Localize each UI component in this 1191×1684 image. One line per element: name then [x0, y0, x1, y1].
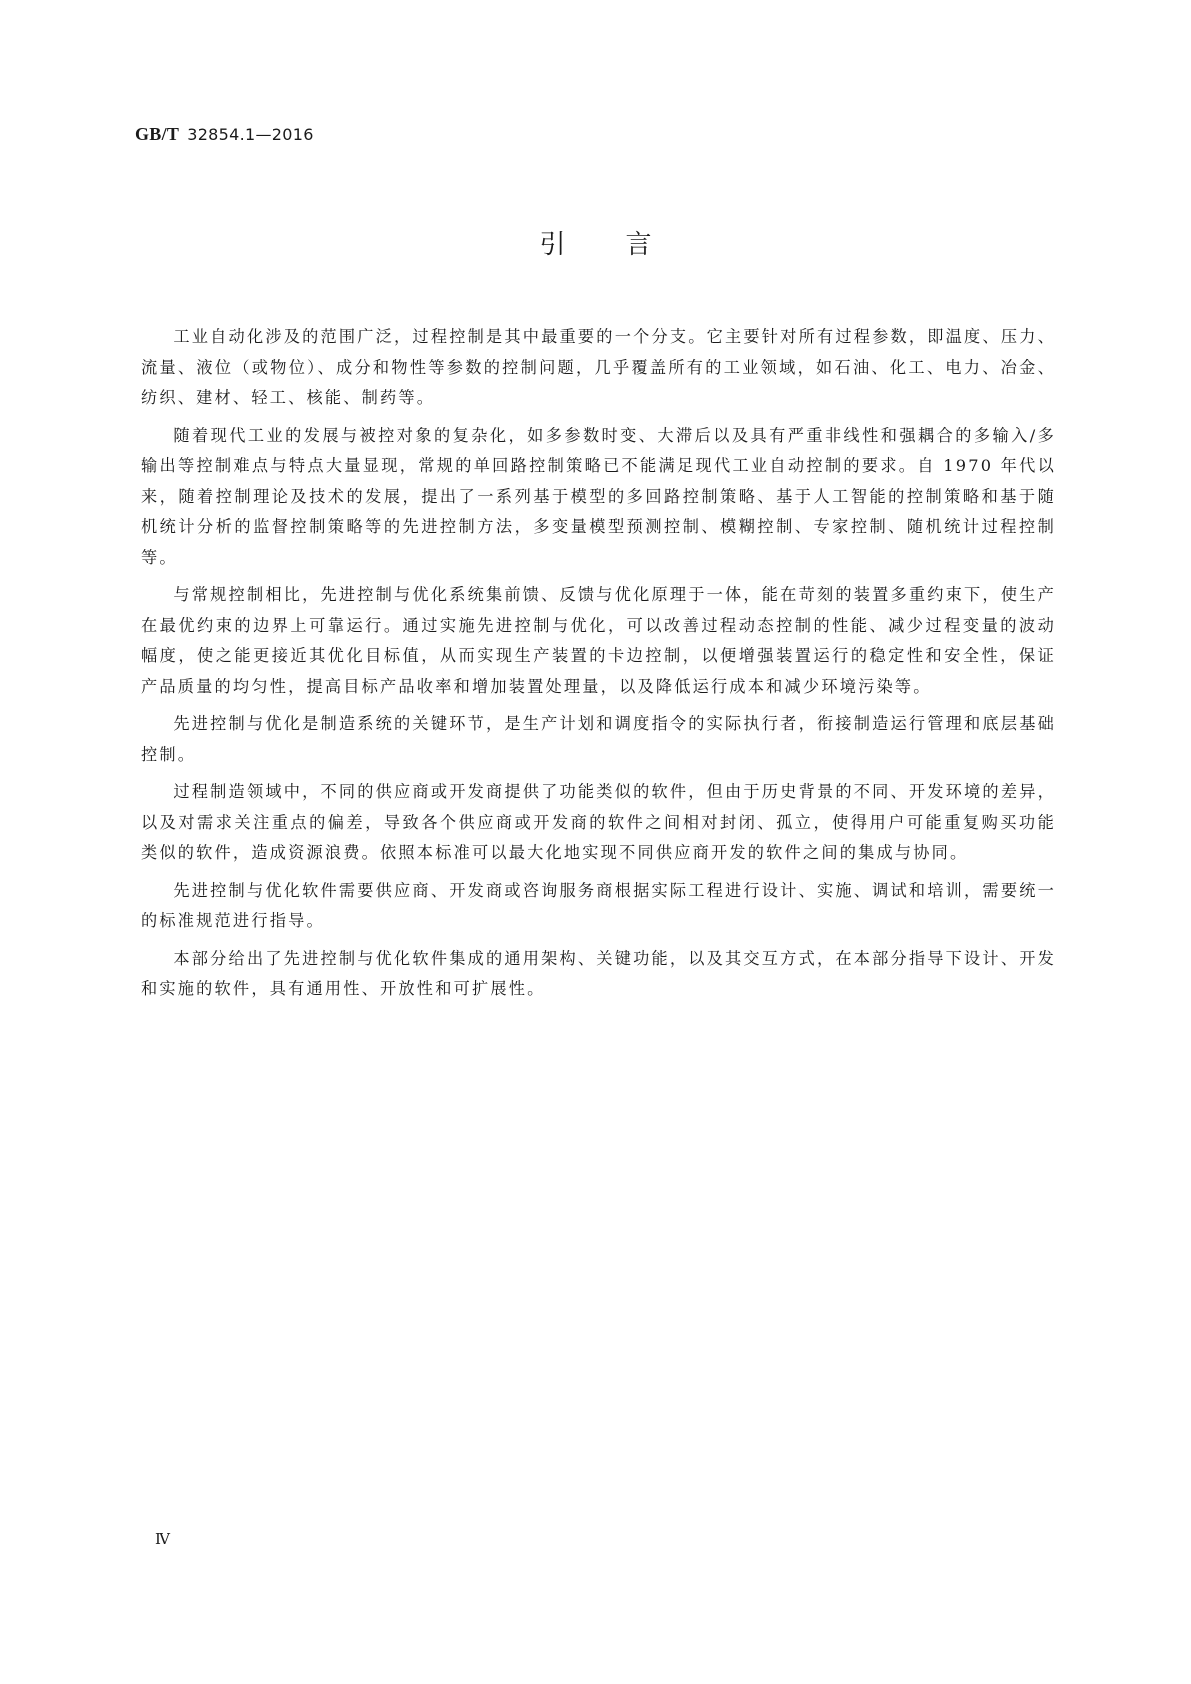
title-char-1: 引 [539, 230, 566, 260]
page-title [0, 224, 1191, 261]
paragraph-2: 随着现代工业的发展与被控对象的复杂化，如多参数时变、大滞后以及具有严重非线性和强耦合的多输入/多输出等控制难点与特点大量显现，常规的单回路控制策略已不能满足现代工业自动控制的要求。自 1970 年代以来，随着控制理论及技术的发展，提出了一系列基于模型的多回路控制策略、基于人工智能的控制策略和基于随机统计分析的监督控制策略等的先进控制方法，多变量模型预测控制、模糊控制、专家控制、随机统计过程控制等。 [141, 425, 1056, 567]
paragraph-6: 先进控制与优化软件需要供应商、开发商或咨询服务商根据实际工程进行设计、实施、调试和培训，需要统一的标准规范进行指导。 [141, 880, 1056, 930]
paragraph-4: 先进控制与优化是制造系统的关键环节，是生产计划和调度指令的实际执行者，衔接制造运行管理和底层基础控制。 [141, 714, 1056, 764]
standard-number: 32854.1—2016 [187, 125, 314, 144]
standard-prefix: GB/T [135, 124, 180, 144]
paragraph-7: 本部分给出了先进控制与优化软件集成的通用架构、关键功能，以及其交互方式，在本部分指导下设计、开发和实施的软件，具有通用性、开放性和可扩展性。 [141, 948, 1056, 998]
paragraph-1: 工业自动化涉及的范围广泛，过程控制是其中最重要的一个分支。它主要针对所有过程参数，即温度、压力、流量、液位（或物位）、成分和物性等参数的控制问题，几乎覆盖所有的工业领域，如石油、化工、电力、冶金、纺织、建材、轻工、核能、制药等。 [141, 327, 1056, 407]
page-number: Ⅳ [155, 1532, 170, 1548]
title-char-2: 言 [625, 230, 652, 260]
standard-code-header [135, 124, 314, 145]
introduction-body [141, 322, 1056, 1012]
paragraph-5: 过程制造领域中，不同的供应商或开发商提供了功能类似的软件，但由于历史背景的不同、开发环境的差异，以及对需求关注重点的偏差，导致各个供应商或开发商的软件之间相对封闭、孤立，使得用户可能重复购买功能类似的软件，造成资源浪费。依照本标准可以最大化地实现不同供应商开发的软件之间的集成与协同。 [141, 782, 1056, 862]
paragraph-3: 与常规控制相比，先进控制与优化系统集前馈、反馈与优化原理于一体，能在苛刻的装置多重约束下，使生产在最优约束的边界上可靠运行。通过实施先进控制与优化，可以改善过程动态控制的性能、减少过程变量的波动幅度，使之能更接近其优化目标值，从而实现生产装置的卡边控制，以便增强装置运行的稳定性和安全性，保证产品质量的均匀性，提高目标产品收率和增加装置处理量，以及降低运行成本和减少环境污染等。 [141, 585, 1056, 696]
